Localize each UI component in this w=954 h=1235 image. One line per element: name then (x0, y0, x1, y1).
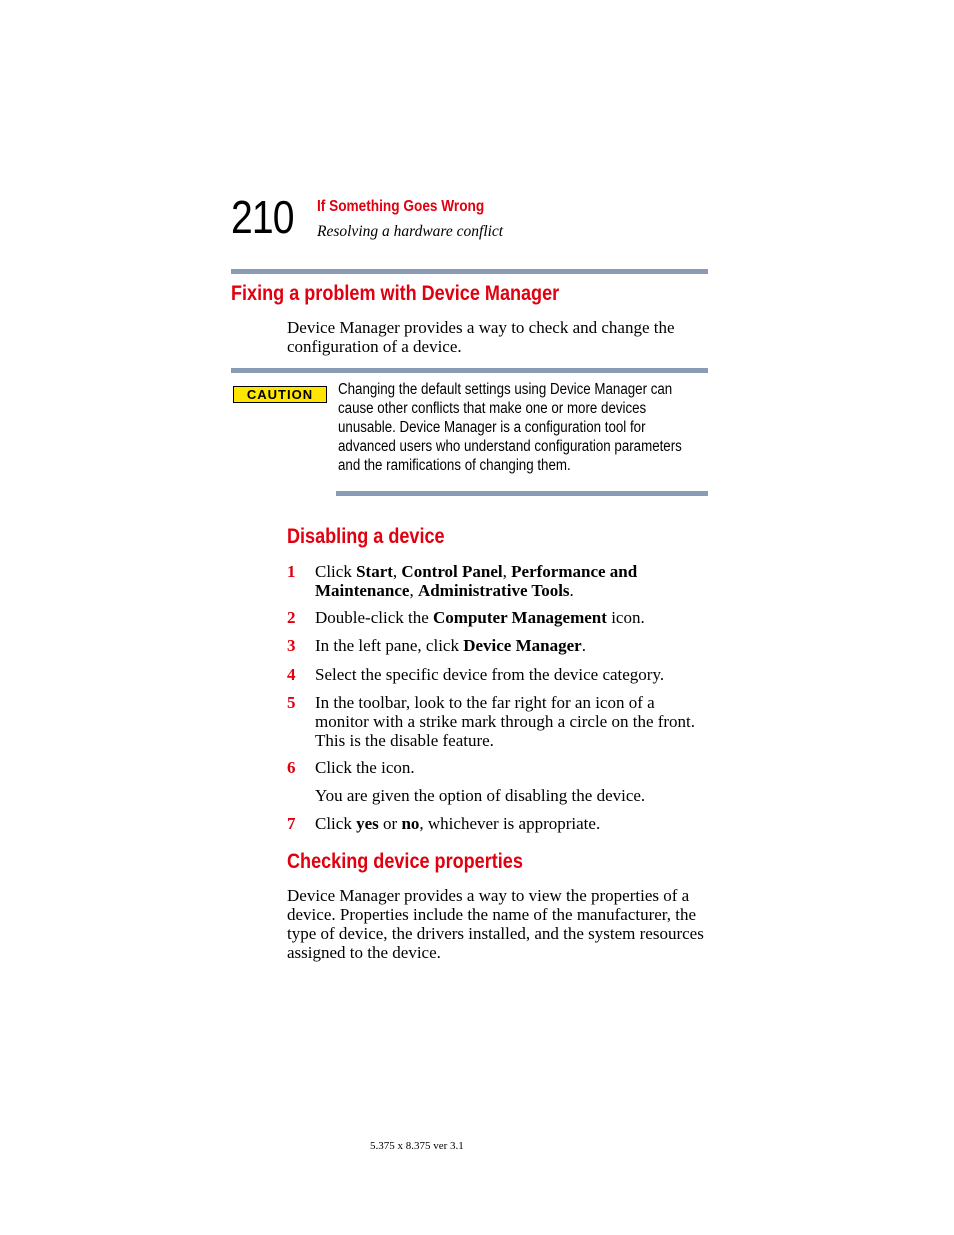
section-rule (231, 269, 708, 274)
section-subtitle: Resolving a hardware conflict (317, 223, 504, 240)
step-number: 7 (287, 814, 296, 833)
step-number: 4 (287, 665, 296, 684)
body-paragraph: Device Manager provides a way to view the properties of a device. Properties include the name of the manufacturer, the type of device, the drivers installed, and the system resources assigned to the device. (287, 886, 704, 962)
caution-top-rule (231, 368, 708, 373)
intro-paragraph: Device Manager provides a way to check and change the configuration of a device. (287, 318, 675, 356)
caution-text: Changing the default settings using Device Manager can cause other conflicts that make one or more devices unusable. Device Manager is a configuration tool for advanced users who understand configuration parameters and the ramifications of changing them. (338, 381, 682, 474)
step-text: In the toolbar, look to the far right for an icon of a monitor with a strike mark through a circle on the front. This is the disable feature. (315, 693, 696, 750)
step-number: 1 (287, 562, 296, 581)
footer-text: 5.375 x 8.375 ver 3.1 (370, 1140, 464, 1152)
step-number: 5 (287, 693, 296, 712)
subsection-heading: Disabling a device (287, 525, 445, 548)
step-text: Click yes or no, whichever is appropriate. (315, 814, 601, 833)
step-text: Double-click the Computer Management icon. (315, 608, 645, 627)
section-heading: Fixing a problem with Device Manager (231, 282, 560, 305)
step-number: 3 (287, 636, 296, 655)
step-note: You are given the option of disabling the device. (315, 786, 646, 805)
step-number: 6 (287, 758, 296, 777)
chapter-title: If Something Goes Wrong (317, 198, 485, 215)
step-text: Click Start, Control Panel, Performance and Maintenance, Administrative Tools. (315, 562, 638, 600)
step-number: 2 (287, 608, 296, 627)
step-text: Click the icon. (315, 758, 415, 777)
caution-bottom-rule (336, 491, 708, 496)
page-number: 210 (231, 191, 294, 243)
step-text: Select the specific device from the device category. (315, 665, 665, 684)
step-text: In the left pane, click Device Manager. (315, 636, 586, 655)
caution-badge: CAUTION (233, 386, 327, 403)
subsection-heading: Checking device properties (287, 850, 523, 873)
